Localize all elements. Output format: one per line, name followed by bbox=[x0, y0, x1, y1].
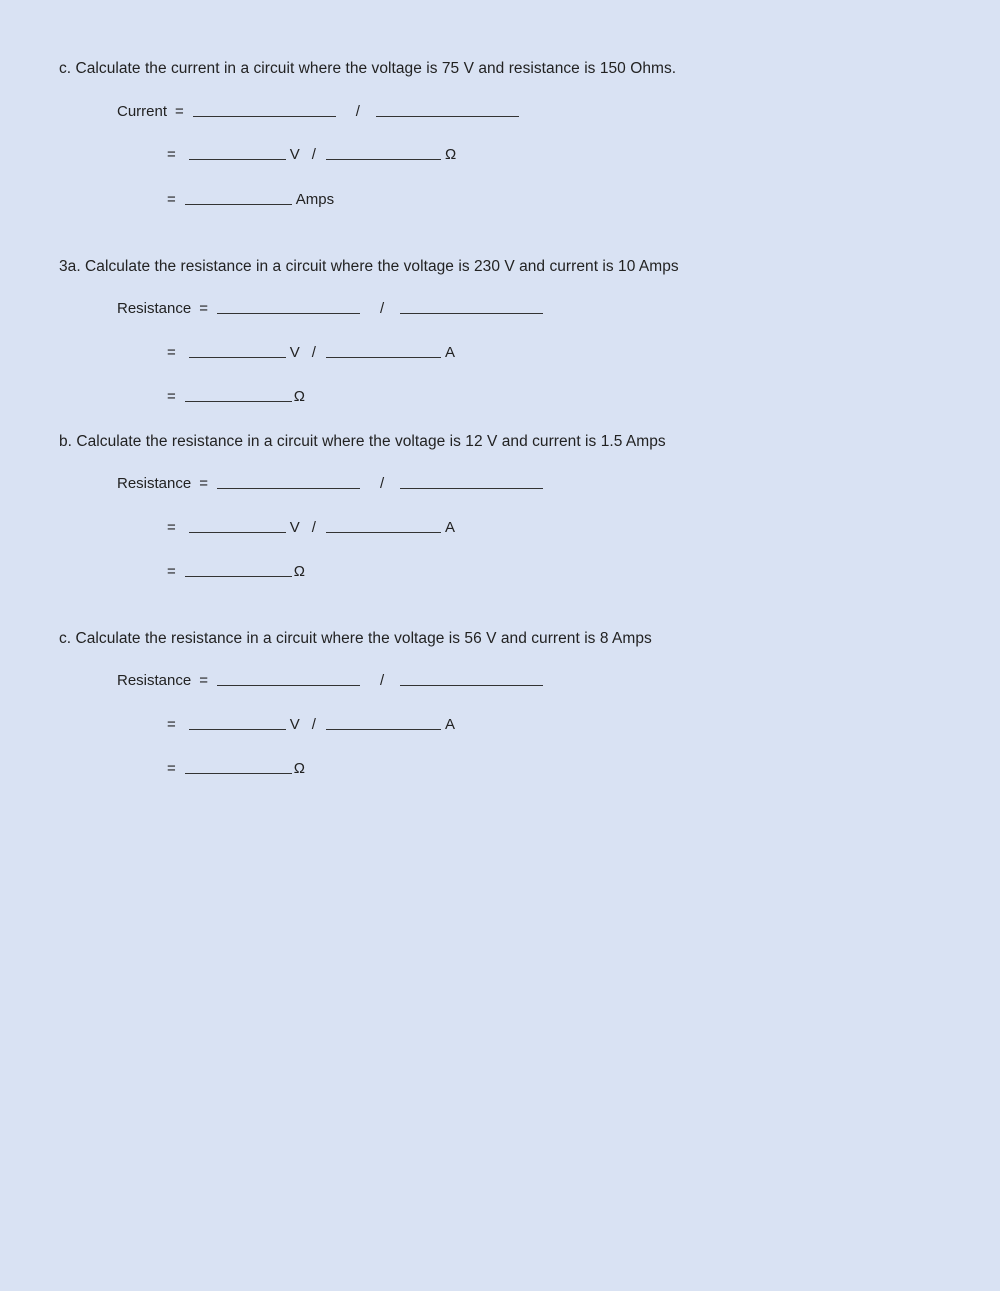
answer-blank[interactable] bbox=[185, 401, 292, 402]
equals-sign: = bbox=[175, 103, 184, 120]
answer-blank[interactable] bbox=[376, 116, 519, 117]
answer-blank[interactable] bbox=[326, 357, 441, 358]
equals-sign: = bbox=[167, 760, 176, 777]
answer-blank[interactable] bbox=[217, 488, 360, 489]
answer-blank[interactable] bbox=[217, 685, 360, 686]
equals-sign: = bbox=[199, 475, 208, 492]
answer-blank[interactable] bbox=[185, 576, 292, 577]
unit-label: A bbox=[444, 519, 455, 536]
formula-row bbox=[117, 300, 543, 317]
formula-label: Resistance bbox=[117, 475, 192, 492]
result-row bbox=[167, 191, 334, 208]
unit-label: Ω bbox=[293, 388, 305, 405]
answer-blank[interactable] bbox=[185, 204, 292, 205]
answer-blank[interactable] bbox=[185, 773, 292, 774]
result-row bbox=[167, 563, 305, 580]
equals-sign: = bbox=[167, 716, 176, 733]
formula-row bbox=[117, 672, 543, 689]
equals-sign: = bbox=[199, 300, 208, 317]
answer-blank[interactable] bbox=[189, 532, 286, 533]
divide-sign: / bbox=[355, 103, 360, 120]
equals-sign: = bbox=[199, 672, 208, 689]
unit-label: A bbox=[444, 716, 455, 733]
formula-label: Resistance bbox=[117, 300, 192, 317]
equals-sign: = bbox=[167, 146, 176, 163]
divide-sign: / bbox=[311, 716, 316, 733]
unit-label: A bbox=[444, 344, 455, 361]
result-row bbox=[167, 388, 305, 405]
divide-sign: / bbox=[311, 146, 316, 163]
substitution-row bbox=[167, 716, 455, 733]
result-row bbox=[167, 760, 305, 777]
answer-blank[interactable] bbox=[326, 159, 441, 160]
divide-sign: / bbox=[311, 519, 316, 536]
unit-label: V bbox=[289, 716, 300, 733]
question-prompt: c. Calculate the resistance in a circuit where the voltage is 56 V and current is 8 Amps bbox=[59, 630, 652, 647]
unit-label: V bbox=[289, 519, 300, 536]
substitution-row bbox=[167, 146, 456, 163]
formula-row bbox=[117, 475, 543, 492]
question-prompt: 3a. Calculate the resistance in a circuit where the voltage is 230 V and current is 10 Amps bbox=[59, 258, 679, 275]
divide-sign: / bbox=[379, 475, 385, 492]
divide-sign: / bbox=[379, 300, 385, 317]
formula-label: Current bbox=[117, 103, 168, 120]
answer-blank[interactable] bbox=[189, 729, 286, 730]
equals-sign: = bbox=[167, 344, 176, 361]
substitution-row bbox=[167, 344, 455, 361]
equals-sign: = bbox=[167, 519, 176, 536]
unit-label: Ω bbox=[293, 760, 305, 777]
answer-blank[interactable] bbox=[193, 116, 336, 117]
answer-blank[interactable] bbox=[189, 159, 286, 160]
formula-row bbox=[117, 103, 519, 120]
unit-label: V bbox=[289, 344, 300, 361]
answer-blank[interactable] bbox=[400, 685, 543, 686]
question-prompt: c. Calculate the current in a circuit where the voltage is 75 V and resistance is 150 Ohms. bbox=[59, 60, 677, 77]
formula-label: Resistance bbox=[117, 672, 192, 689]
substitution-row bbox=[167, 519, 455, 536]
answer-blank[interactable] bbox=[189, 357, 286, 358]
unit-label: Amps bbox=[295, 191, 335, 208]
unit-label: V bbox=[289, 146, 300, 163]
answer-blank[interactable] bbox=[400, 488, 543, 489]
question-prompt: b. Calculate the resistance in a circuit where the voltage is 12 V and current is 1.5 Amps bbox=[59, 433, 666, 450]
answer-blank[interactable] bbox=[400, 313, 543, 314]
answer-blank[interactable] bbox=[217, 313, 360, 314]
unit-label: Ω bbox=[293, 563, 305, 580]
divide-sign: / bbox=[379, 672, 385, 689]
equals-sign: = bbox=[167, 191, 176, 208]
answer-blank[interactable] bbox=[326, 532, 441, 533]
answer-blank[interactable] bbox=[326, 729, 441, 730]
divide-sign: / bbox=[311, 344, 316, 361]
equals-sign: = bbox=[167, 563, 176, 580]
equals-sign: = bbox=[167, 388, 176, 405]
unit-label: Ω bbox=[444, 146, 457, 163]
